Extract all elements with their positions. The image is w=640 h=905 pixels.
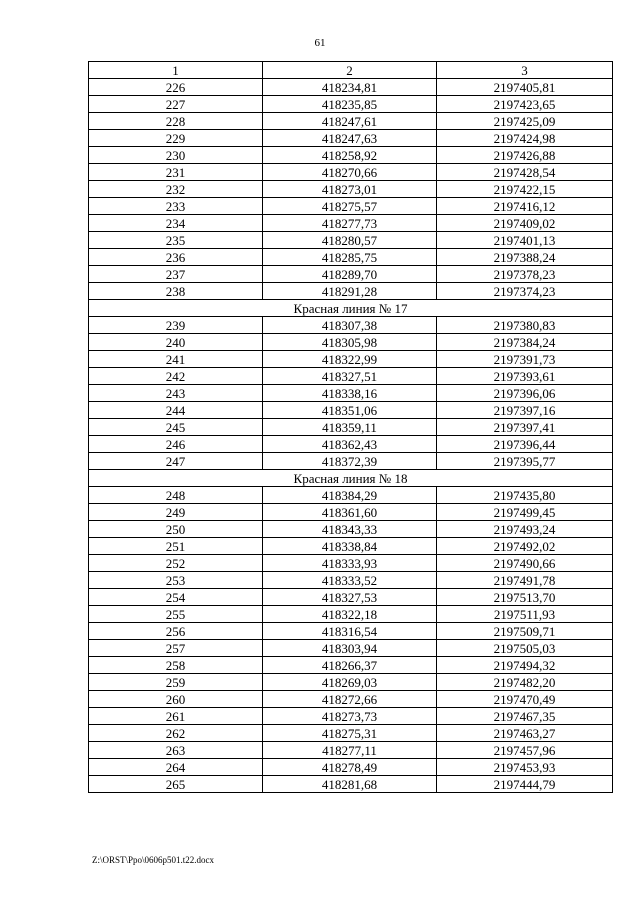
x-coordinate-cell: 418359,11 — [263, 419, 437, 436]
point-number-cell: 230 — [89, 147, 263, 164]
section-label: Красная линия № 18 — [89, 470, 613, 487]
x-coordinate-cell: 418333,52 — [263, 572, 437, 589]
point-number-cell: 234 — [89, 215, 263, 232]
table-row — [89, 198, 613, 215]
column-header: 1 — [89, 62, 263, 79]
x-coordinate-cell: 418278,49 — [263, 759, 437, 776]
y-coordinate-cell: 2197492,02 — [437, 538, 613, 555]
x-coordinate-cell: 418266,37 — [263, 657, 437, 674]
point-number-cell: 262 — [89, 725, 263, 742]
point-number-cell: 242 — [89, 368, 263, 385]
point-number-cell: 250 — [89, 521, 263, 538]
table-row — [89, 334, 613, 351]
x-coordinate-cell: 418273,73 — [263, 708, 437, 725]
point-number-cell: 254 — [89, 589, 263, 606]
y-coordinate-cell: 2197505,03 — [437, 640, 613, 657]
y-coordinate-cell: 2197391,73 — [437, 351, 613, 368]
point-number-cell: 264 — [89, 759, 263, 776]
point-number-cell: 229 — [89, 130, 263, 147]
y-coordinate-cell: 2197493,24 — [437, 521, 613, 538]
point-number-cell: 263 — [89, 742, 263, 759]
x-coordinate-cell: 418316,54 — [263, 623, 437, 640]
x-coordinate-cell: 418361,60 — [263, 504, 437, 521]
table-row — [89, 504, 613, 521]
x-coordinate-cell: 418247,61 — [263, 113, 437, 130]
table-row — [89, 742, 613, 759]
y-coordinate-cell: 2197482,20 — [437, 674, 613, 691]
y-coordinate-cell: 2197490,66 — [437, 555, 613, 572]
y-coordinate-cell: 2197470,49 — [437, 691, 613, 708]
y-coordinate-cell: 2197401,13 — [437, 232, 613, 249]
y-coordinate-cell: 2197393,61 — [437, 368, 613, 385]
y-coordinate-cell: 2197416,12 — [437, 198, 613, 215]
point-number-cell: 256 — [89, 623, 263, 640]
y-coordinate-cell: 2197513,70 — [437, 589, 613, 606]
column-header: 3 — [437, 62, 613, 79]
y-coordinate-cell: 2197428,54 — [437, 164, 613, 181]
y-coordinate-cell: 2197422,15 — [437, 181, 613, 198]
y-coordinate-cell: 2197409,02 — [437, 215, 613, 232]
point-number-cell: 251 — [89, 538, 263, 555]
x-coordinate-cell: 418281,68 — [263, 776, 437, 793]
x-coordinate-cell: 418307,38 — [263, 317, 437, 334]
point-number-cell: 261 — [89, 708, 263, 725]
table-row — [89, 130, 613, 147]
page-number: 61 — [314, 37, 326, 49]
y-coordinate-cell: 2197423,65 — [437, 96, 613, 113]
y-coordinate-cell: 2197467,35 — [437, 708, 613, 725]
table-row — [89, 623, 613, 640]
table-row — [89, 164, 613, 181]
point-number-cell: 228 — [89, 113, 263, 130]
y-coordinate-cell: 2197405,81 — [437, 79, 613, 96]
table-row — [89, 453, 613, 470]
x-coordinate-cell: 418362,43 — [263, 436, 437, 453]
point-number-cell: 233 — [89, 198, 263, 215]
point-number-cell: 243 — [89, 385, 263, 402]
x-coordinate-cell: 418285,75 — [263, 249, 437, 266]
x-coordinate-cell: 418269,03 — [263, 674, 437, 691]
y-coordinate-cell: 2197396,06 — [437, 385, 613, 402]
y-coordinate-cell: 2197397,16 — [437, 402, 613, 419]
table-row — [89, 538, 613, 555]
x-coordinate-cell: 418303,94 — [263, 640, 437, 657]
table-row — [89, 674, 613, 691]
y-coordinate-cell: 2197494,32 — [437, 657, 613, 674]
table-row — [89, 266, 613, 283]
x-coordinate-cell: 418338,84 — [263, 538, 437, 555]
coordinates-table — [88, 61, 613, 793]
x-coordinate-cell: 418275,31 — [263, 725, 437, 742]
x-coordinate-cell: 418305,98 — [263, 334, 437, 351]
y-coordinate-cell: 2197374,23 — [437, 283, 613, 300]
x-coordinate-cell: 418272,66 — [263, 691, 437, 708]
point-number-cell: 238 — [89, 283, 263, 300]
y-coordinate-cell: 2197444,79 — [437, 776, 613, 793]
x-coordinate-cell: 418235,85 — [263, 96, 437, 113]
point-number-cell: 239 — [89, 317, 263, 334]
footer-file-path: Z:\ORST\Ppo\0606p501.t22.docx — [92, 855, 215, 865]
table-row — [89, 113, 613, 130]
y-coordinate-cell: 2197509,71 — [437, 623, 613, 640]
y-coordinate-cell: 2197457,96 — [437, 742, 613, 759]
table-row — [89, 640, 613, 657]
x-coordinate-cell: 418333,93 — [263, 555, 437, 572]
y-coordinate-cell: 2197424,98 — [437, 130, 613, 147]
x-coordinate-cell: 418275,57 — [263, 198, 437, 215]
point-number-cell: 235 — [89, 232, 263, 249]
x-coordinate-cell: 418351,06 — [263, 402, 437, 419]
table-row — [89, 691, 613, 708]
column-header: 2 — [263, 62, 437, 79]
section-row — [89, 470, 613, 487]
y-coordinate-cell: 2197378,23 — [437, 266, 613, 283]
y-coordinate-cell: 2197463,27 — [437, 725, 613, 742]
point-number-cell: 265 — [89, 776, 263, 793]
point-number-cell: 249 — [89, 504, 263, 521]
table-row — [89, 249, 613, 266]
table-row — [89, 79, 613, 96]
x-coordinate-cell: 418291,28 — [263, 283, 437, 300]
table-row — [89, 283, 613, 300]
point-number-cell: 240 — [89, 334, 263, 351]
table-row — [89, 215, 613, 232]
table-row — [89, 402, 613, 419]
table-row — [89, 606, 613, 623]
y-coordinate-cell: 2197491,78 — [437, 572, 613, 589]
y-coordinate-cell: 2197380,83 — [437, 317, 613, 334]
table-row — [89, 147, 613, 164]
x-coordinate-cell: 418327,51 — [263, 368, 437, 385]
point-number-cell: 258 — [89, 657, 263, 674]
table-header-row — [89, 62, 613, 79]
table-row — [89, 725, 613, 742]
table-row — [89, 759, 613, 776]
y-coordinate-cell: 2197499,45 — [437, 504, 613, 521]
table-row — [89, 657, 613, 674]
table-row — [89, 419, 613, 436]
point-number-cell: 232 — [89, 181, 263, 198]
section-label: Красная линия № 17 — [89, 300, 613, 317]
table-row — [89, 232, 613, 249]
point-number-cell: 231 — [89, 164, 263, 181]
y-coordinate-cell: 2197426,88 — [437, 147, 613, 164]
table-row — [89, 776, 613, 793]
x-coordinate-cell: 418322,18 — [263, 606, 437, 623]
table-row — [89, 572, 613, 589]
point-number-cell: 237 — [89, 266, 263, 283]
point-number-cell: 247 — [89, 453, 263, 470]
table-row — [89, 351, 613, 368]
x-coordinate-cell: 418384,29 — [263, 487, 437, 504]
table-row — [89, 487, 613, 504]
table-row — [89, 368, 613, 385]
y-coordinate-cell: 2197396,44 — [437, 436, 613, 453]
y-coordinate-cell: 2197453,93 — [437, 759, 613, 776]
table-row — [89, 436, 613, 453]
point-number-cell: 260 — [89, 691, 263, 708]
point-number-cell: 252 — [89, 555, 263, 572]
y-coordinate-cell: 2197384,24 — [437, 334, 613, 351]
point-number-cell: 245 — [89, 419, 263, 436]
point-number-cell: 259 — [89, 674, 263, 691]
x-coordinate-cell: 418372,39 — [263, 453, 437, 470]
point-number-cell: 236 — [89, 249, 263, 266]
y-coordinate-cell: 2197395,77 — [437, 453, 613, 470]
x-coordinate-cell: 418343,33 — [263, 521, 437, 538]
table-row — [89, 555, 613, 572]
point-number-cell: 248 — [89, 487, 263, 504]
y-coordinate-cell: 2197425,09 — [437, 113, 613, 130]
y-coordinate-cell: 2197511,93 — [437, 606, 613, 623]
y-coordinate-cell: 2197397,41 — [437, 419, 613, 436]
table-row — [89, 96, 613, 113]
x-coordinate-cell: 418258,92 — [263, 147, 437, 164]
x-coordinate-cell: 418277,73 — [263, 215, 437, 232]
x-coordinate-cell: 418280,57 — [263, 232, 437, 249]
x-coordinate-cell: 418322,99 — [263, 351, 437, 368]
point-number-cell: 253 — [89, 572, 263, 589]
table-row — [89, 708, 613, 725]
x-coordinate-cell: 418289,70 — [263, 266, 437, 283]
y-coordinate-cell: 2197388,24 — [437, 249, 613, 266]
point-number-cell: 241 — [89, 351, 263, 368]
table-row — [89, 589, 613, 606]
x-coordinate-cell: 418277,11 — [263, 742, 437, 759]
table-row — [89, 181, 613, 198]
table-body — [89, 79, 613, 793]
x-coordinate-cell: 418247,63 — [263, 130, 437, 147]
point-number-cell: 255 — [89, 606, 263, 623]
point-number-cell: 244 — [89, 402, 263, 419]
x-coordinate-cell: 418273,01 — [263, 181, 437, 198]
table-row — [89, 317, 613, 334]
point-number-cell: 227 — [89, 96, 263, 113]
y-coordinate-cell: 2197435,80 — [437, 487, 613, 504]
section-row — [89, 300, 613, 317]
table-row — [89, 521, 613, 538]
x-coordinate-cell: 418234,81 — [263, 79, 437, 96]
point-number-cell: 226 — [89, 79, 263, 96]
x-coordinate-cell: 418327,53 — [263, 589, 437, 606]
point-number-cell: 246 — [89, 436, 263, 453]
x-coordinate-cell: 418338,16 — [263, 385, 437, 402]
x-coordinate-cell: 418270,66 — [263, 164, 437, 181]
point-number-cell: 257 — [89, 640, 263, 657]
table-row — [89, 385, 613, 402]
